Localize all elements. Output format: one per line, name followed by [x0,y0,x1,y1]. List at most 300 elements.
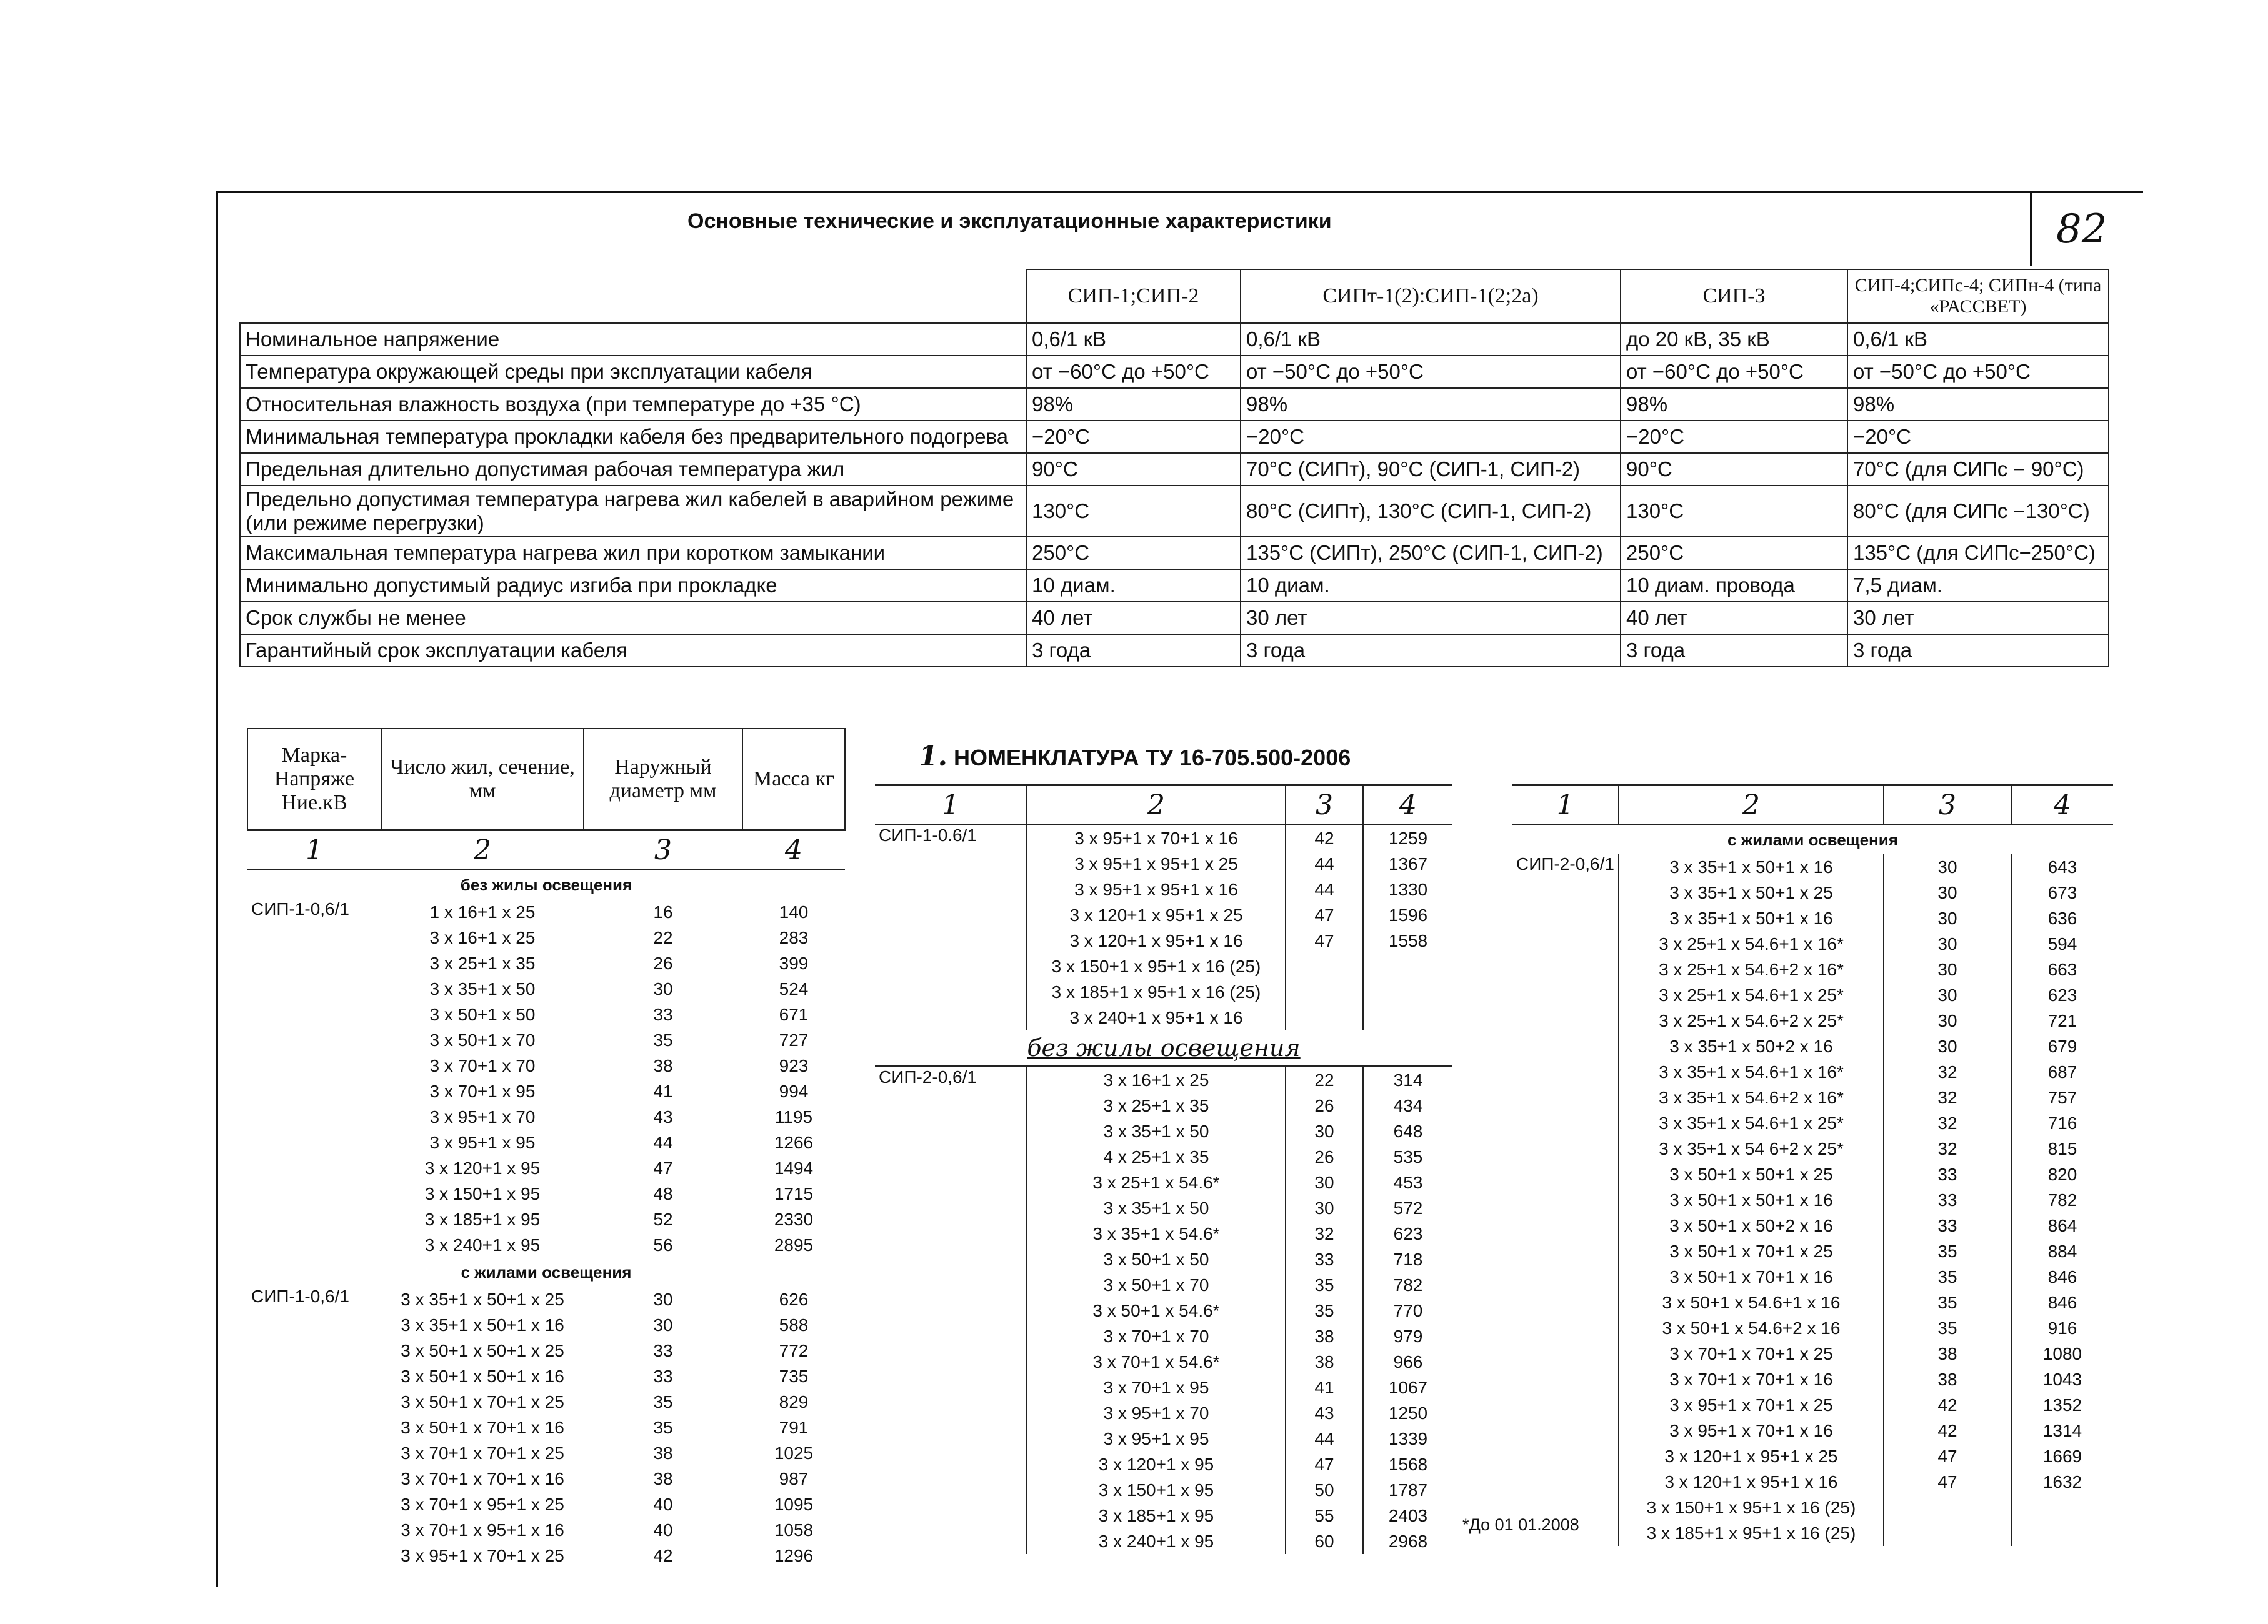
cable-mark [875,1528,1027,1554]
cable-row [247,1415,845,1440]
outer-diameter: 30 [1884,1034,2011,1059]
cable-section: 3 х 240+1 х 95 [424,1235,541,1255]
cable-section: 3 х 50+1 х 50 [1027,1247,1286,1272]
cable-mass: 987 [779,1468,809,1488]
outer-diameter: 47 [1286,902,1363,928]
cable-mark [247,1079,381,1104]
cable-row [875,1144,1452,1170]
nomenclature-title: НОМЕНКЛАТУРА ТУ 16-705.500-2006 [953,745,1351,770]
cable-mark: СИП-1-0.6/1 [879,825,977,845]
cable-mass: 1669 [2011,1443,2113,1469]
spec-value: 98% [1847,388,2109,421]
cable-mass: 535 [1363,1144,1452,1170]
cable-row [247,1543,845,1568]
col-number: 1 [875,785,1027,825]
spec-row [240,388,2109,421]
cable-row [247,1232,845,1258]
cable-row [875,1452,1452,1477]
outer-diameter: 30 [1884,1008,2011,1034]
cable-mark [875,979,1027,1005]
cable-row [1512,854,2113,880]
outer-diameter: 56 [653,1235,673,1255]
cable-row [247,1027,845,1053]
cable-row [875,928,1452,954]
left-table-header [247,729,845,830]
outer-diameter: 33 [653,1004,673,1024]
cable-mass: 979 [1363,1323,1452,1349]
cable-mark [247,925,381,950]
cable-mark [875,1005,1027,1030]
cable-section: 3 х 120+1 х 95+1 х 25 [1027,902,1286,928]
cable-mass: 1043 [2011,1367,2113,1392]
spec-label: Гарантийный срок эксплуатации кабеля [240,634,1026,667]
outer-diameter: 38 [1884,1341,2011,1367]
nomenclature-heading [919,740,1351,772]
spec-row [240,421,2109,453]
cable-mass: 1296 [774,1545,814,1565]
cable-row [1512,1392,2113,1418]
cable-row [875,1005,1452,1030]
cable-mark [875,902,1027,928]
cable-mass: 1352 [2011,1392,2113,1418]
spec-value: 0,6/1 кВ [1026,323,1241,356]
spec-row [240,537,2109,569]
cable-row [1512,1495,2113,1520]
outer-diameter: 35 [1884,1290,2011,1315]
cable-row [875,1247,1452,1272]
spec-value: 0,6/1 кВ [1241,323,1621,356]
cable-mark [875,1195,1027,1221]
page-number-divider [2030,191,2032,266]
cable-row [247,1130,845,1155]
cable-section: 3 х 70+1 х 95+1 х 16 [401,1520,564,1540]
cable-mark [247,1207,381,1232]
cable-mark [875,1323,1027,1349]
col-header: СИП-3 [1621,269,1847,323]
spec-value: 3 года [1241,634,1621,667]
cable-row [247,1312,845,1338]
cable-mass: 399 [779,953,809,973]
cable-section: 3 х 50+1 х 50 [429,1004,536,1024]
cable-mass: 966 [1363,1349,1452,1375]
outer-diameter: 30 [1884,957,2011,982]
cable-row [875,1118,1452,1144]
cable-mass: 524 [779,979,809,999]
cable-mass: 1558 [1363,928,1452,954]
cable-mass: 721 [2011,1008,2113,1034]
outer-diameter: 35 [1884,1315,2011,1341]
cable-row [875,1067,1452,1093]
cable-section: 3 х 50+1 х 70+1 х 16 [401,1417,564,1437]
cable-mass: 820 [2011,1162,2113,1187]
cable-row [1512,880,2113,905]
spec-value: 130°С [1026,486,1241,537]
cable-row [875,1426,1452,1452]
outer-diameter: 32 [1884,1085,2011,1110]
col-number: 1 [247,830,381,870]
cable-mass: 791 [779,1417,809,1437]
outer-diameter: 32 [1286,1221,1363,1247]
cable-mark [875,877,1027,902]
col-number: 3 [1884,785,2011,825]
cable-section: 3 х 185+1 х 95+1 х 16 (25) [1619,1520,1884,1546]
cable-section: 3 х 50+1 х 54.6+1 х 16 [1619,1290,1884,1315]
cable-section: 3 х 240+1 х 95 [1027,1528,1286,1554]
cable-mark [1512,931,1619,957]
outer-diameter: 33 [653,1366,673,1386]
spec-row [240,602,2109,634]
cable-mass: 2895 [774,1235,814,1255]
cable-mass: 2968 [1363,1528,1452,1554]
cable-mass: 2403 [1363,1503,1452,1528]
cable-section: 3 х 35+1 х 50+1 х 16 [1619,905,1884,931]
cable-mark [1512,1469,1619,1495]
cable-mass: 671 [779,1004,809,1024]
cable-section: 3 х 95+1 х 95+1 х 25 [1027,851,1286,877]
cable-mark [1512,1418,1619,1443]
cable-section: 3 х 150+1 х 95+1 х 16 (25) [1027,954,1286,979]
col-header: СИП-1;СИП-2 [1026,269,1241,323]
cable-mass: 829 [779,1392,809,1412]
spec-row [240,486,2109,537]
spec-value: 3 года [1847,634,2109,667]
cable-mass: 716 [2011,1110,2113,1136]
spec-value: 250°С [1621,537,1847,569]
cable-section: 3 х 50+1 х 70+1 х 25 [401,1392,564,1412]
outer-diameter: 33 [1884,1162,2011,1187]
cable-row [1512,1162,2113,1187]
cable-section: 3 х 35+1 х 50 [1027,1118,1286,1144]
spec-value: 90°С [1621,453,1847,486]
column-numbers-row [1512,785,2113,825]
cable-mass: 1715 [774,1183,814,1203]
cable-row [247,1207,845,1232]
outer-diameter: 44 [653,1132,673,1152]
outer-diameter: 30 [1286,1170,1363,1195]
cable-row [875,1221,1452,1247]
cable-mark [1512,1213,1619,1238]
cable-mark [1512,1085,1619,1110]
cable-mass [1363,954,1452,979]
cable-row [875,1323,1452,1349]
cable-mark [875,1272,1027,1298]
cable-section: 3 х 25+1 х 54.6+2 х 25* [1619,1008,1884,1034]
cable-mass: 1596 [1363,902,1452,928]
cable-mark [1512,1392,1619,1418]
cable-mark [247,1027,381,1053]
outer-diameter: 32 [1884,1110,2011,1136]
cable-mass: 770 [1363,1298,1452,1323]
spec-value: до 20 кВ, 35 кВ [1621,323,1847,356]
cable-mark [875,1477,1027,1503]
cable-section: 3 х 70+1 х 95 [1027,1375,1286,1400]
outer-diameter: 30 [1884,931,2011,957]
cable-mass: 626 [779,1289,809,1309]
cable-row [247,950,845,976]
col-number: 3 [1286,785,1363,825]
cable-row [247,1363,845,1389]
section-heading-row [875,1030,1452,1067]
cable-row [1512,1367,2113,1392]
cable-row [1512,1187,2113,1213]
cable-mass: 623 [2011,982,2113,1008]
cable-mark [875,1298,1027,1323]
outer-diameter: 30 [1884,880,2011,905]
spec-value: 80°С (для СИПс −130°С) [1847,486,2109,537]
cable-row [875,825,1452,852]
outer-diameter: 43 [653,1107,673,1127]
spec-value: 250°С [1026,537,1241,569]
cable-row [1512,1315,2113,1341]
cable-mass: 1787 [1363,1477,1452,1503]
cable-mass: 727 [779,1030,809,1050]
col-header: Число жил, сечение, мм [381,729,584,830]
cable-mass [1363,979,1452,1005]
cable-mass: 846 [2011,1290,2113,1315]
cable-mark [247,1130,381,1155]
cable-mass: 757 [2011,1085,2113,1110]
cable-section: 3 х 35+1 х 50 [429,979,536,999]
page-number: 82 [2056,206,2107,252]
col-header: СИПт-1(2):СИП-1(2;2а) [1241,269,1621,323]
cable-row [1512,1443,2113,1469]
outer-diameter: 38 [1286,1349,1363,1375]
spec-label: Минимальная температура прокладки кабеля без предварительного подогрева [240,421,1026,453]
cable-row [875,1375,1452,1400]
cable-section: 3 х 150+1 х 95 [424,1183,541,1203]
cable-row [875,1093,1452,1118]
cable-section: 3 х 95+1 х 95 [429,1132,536,1152]
cable-mass: 1095 [774,1494,814,1514]
cable-mark [1512,1162,1619,1187]
spec-label: Номинальное напряжение [240,323,1026,356]
outer-diameter: 30 [653,1315,673,1335]
outer-diameter [1884,1495,2011,1520]
outer-diameter: 52 [653,1209,673,1229]
cable-mark [875,1426,1027,1452]
characteristics-table [239,269,2109,667]
cable-mass: 1250 [1363,1400,1452,1426]
cable-mark [875,1093,1027,1118]
cable-section: 3 х 120+1 х 95+1 х 16 [1619,1469,1884,1495]
outer-diameter: 40 [653,1494,673,1514]
cable-row [875,1195,1452,1221]
section-heading-row [1512,825,2113,855]
cable-mark [247,1312,381,1338]
col-number: 1 [1512,785,1619,825]
cable-mark [875,1144,1027,1170]
outer-diameter: 35 [1286,1298,1363,1323]
cable-row [247,976,845,1002]
col-number: 4 [742,830,845,870]
cable-mass: 864 [2011,1213,2113,1238]
spec-row [240,634,2109,667]
col-header: СИП-4;СИПс-4; СИПн-4 (типа «РАССВЕТ) [1847,269,2109,323]
cable-row [247,1155,845,1181]
cable-row [247,1287,845,1312]
cable-section: 3 х 120+1 х 95 [424,1158,541,1178]
cable-row [875,1298,1452,1323]
spec-value: 80°С (СИПт), 130°С (СИП-1, СИП-2) [1241,486,1621,537]
cable-mark [247,950,381,976]
cable-mass: 314 [1363,1067,1452,1093]
cable-row [1512,905,2113,931]
cable-mass: 453 [1363,1170,1452,1195]
spec-value: 10 диам. [1241,569,1621,602]
outer-diameter: 22 [653,927,673,947]
spec-value: 30 лет [1241,602,1621,634]
cable-mark [875,1221,1027,1247]
cable-section: 3 х 185+1 х 95+1 х 16 (25) [1027,979,1286,1005]
outer-diameter: 30 [1884,905,2011,931]
cable-section: 3 х 35+1 х 54.6+1 х 25* [1619,1110,1884,1136]
cable-mark [1512,1290,1619,1315]
col-header: Масса кг [742,729,845,830]
spec-value: 40 лет [1026,602,1241,634]
spec-value: 40 лет [1621,602,1847,634]
outer-diameter: 26 [1286,1093,1363,1118]
cable-row [875,851,1452,877]
outer-diameter: 35 [1884,1264,2011,1290]
outer-diameter: 35 [653,1417,673,1437]
cable-section: 3 х 25+1 х 54.6+2 х 16* [1619,957,1884,982]
cable-section: 3 х 185+1 х 95 [1027,1503,1286,1528]
spec-value: 135°С (для СИПс−250°С) [1847,537,2109,569]
cable-row [1512,1238,2113,1264]
cable-section: 3 х 50+1 х 70 [429,1030,536,1050]
cable-section: 3 х 35+1 х 50+1 х 16 [401,1315,564,1335]
cable-mass: 1259 [1363,825,1452,852]
cable-mark [1512,957,1619,982]
outer-diameter: 33 [1884,1213,2011,1238]
cable-mass: 718 [1363,1247,1452,1272]
cable-section: 3 х 50+1 х 50+2 х 16 [1619,1213,1884,1238]
outer-diameter: 35 [1286,1272,1363,1298]
outer-diameter: 38 [1286,1323,1363,1349]
section-title: без жилы освещения [460,875,632,894]
cable-mark [247,1181,381,1207]
outer-diameter: 42 [1884,1418,2011,1443]
spec-value: 0,6/1 кВ [1847,323,2109,356]
column-numbers-row [247,830,845,870]
cable-section: 3 х 95+1 х 70+1 х 25 [1619,1392,1884,1418]
cable-row [247,1338,845,1363]
outer-diameter: 30 [653,979,673,999]
cable-section: 3 х 240+1 х 95+1 х 16 [1027,1005,1286,1030]
cable-section: 3 х 95+1 х 70 [1027,1400,1286,1426]
cable-mark [247,1002,381,1027]
cable-mass: 1025 [774,1443,814,1463]
cable-section: 3 х 50+1 х 70+1 х 16 [1619,1264,1884,1290]
outer-diameter: 41 [1286,1375,1363,1400]
spec-value: 135°С (СИПт), 250°С (СИП-1, СИП-2) [1241,537,1621,569]
cable-mark [875,1452,1027,1477]
outer-diameter: 38 [653,1055,673,1075]
cable-section: 3 х 120+1 х 95+1 х 25 [1619,1443,1884,1469]
cable-mass: 594 [2011,931,2113,957]
cable-row [247,1440,845,1466]
outer-diameter [1884,1520,2011,1546]
cable-section: 3 х 95+1 х 95+1 х 16 [1027,877,1286,902]
cable-row [1512,1264,2113,1290]
characteristics-header [240,269,2109,323]
cable-mass: 283 [779,927,809,947]
cable-mark [875,851,1027,877]
spec-row [240,356,2109,388]
cable-mass: 923 [779,1055,809,1075]
cable-row [875,1400,1452,1426]
outer-diameter: 44 [1286,1426,1363,1452]
cable-row [247,899,845,925]
outer-diameter: 33 [1884,1187,2011,1213]
col-number: 4 [2011,785,2113,825]
cable-row [875,1477,1452,1503]
cable-mass: 663 [2011,957,2113,982]
outer-diameter: 47 [1884,1469,2011,1495]
outer-diameter: 60 [1286,1528,1363,1554]
cable-section: 4 х 25+1 х 35 [1027,1144,1286,1170]
cable-section: 3 х 95+1 х 70+1 х 16 [1619,1418,1884,1443]
cable-row [1512,1034,2113,1059]
col-number: 2 [1619,785,1884,825]
outer-diameter: 55 [1286,1503,1363,1528]
spec-value: от −60°С до +50°С [1621,356,1847,388]
cable-section: 3 х 70+1 х 70 [1027,1323,1286,1349]
cable-section: 3 х 25+1 х 54.6+1 х 25* [1619,982,1884,1008]
cable-section: 3 х 35+1 х 54 6+2 х 25* [1619,1136,1884,1162]
outer-diameter: 22 [1286,1067,1363,1093]
spec-value: 3 года [1621,634,1847,667]
cable-section: 3 х 70+1 х 70+1 х 25 [401,1443,564,1463]
cable-section: 3 х 25+1 х 54.6* [1027,1170,1286,1195]
spec-value: 7,5 диам. [1847,569,2109,602]
spec-value: 130°С [1621,486,1847,537]
spec-label: Температура окружающей среды при эксплуатации кабеля [240,356,1026,388]
spec-value: 98% [1026,388,1241,421]
section-title: без жилы освещения [875,1030,1452,1067]
spec-row [240,569,2109,602]
cable-mass: 1632 [2011,1469,2113,1495]
cable-section: 3 х 25+1 х 54.6+1 х 16* [1619,931,1884,957]
spec-label: Предельно допустимая температура нагрева жил кабелей в аварийном режиме (или режиме перегрузки) [240,486,1026,537]
cable-mass: 782 [2011,1187,2113,1213]
section-title: с жилами освещения [461,1262,632,1282]
cable-mass: 2330 [774,1209,814,1229]
cable-mark [247,1363,381,1389]
outer-diameter: 32 [1884,1136,2011,1162]
cable-mark [1512,1443,1619,1469]
cable-mark [1512,1341,1619,1367]
cable-row [1512,1085,2113,1110]
cable-mass: 679 [2011,1034,2113,1059]
right-cable-table [1512,784,2113,1546]
cable-mass: 1314 [2011,1418,2113,1443]
spec-value: от −50°С до +50°С [1241,356,1621,388]
cable-row [1512,1520,2113,1546]
cable-section: 3 х 50+1 х 50+1 х 25 [1619,1162,1884,1187]
left-table-body [247,870,845,1569]
cable-section: 1 х 16+1 х 25 [429,902,536,922]
spec-value: 90°С [1026,453,1241,486]
cable-mass: 572 [1363,1195,1452,1221]
outer-diameter [1286,954,1363,979]
cable-mark [247,1104,381,1130]
spec-value: 98% [1241,388,1621,421]
cable-mark [247,1466,381,1492]
cable-mass: 1568 [1363,1452,1452,1477]
cable-mark: СИП-2-0,6/1 [879,1067,977,1087]
spec-label: Предельная длительно допустимая рабочая температура жил [240,453,1026,486]
